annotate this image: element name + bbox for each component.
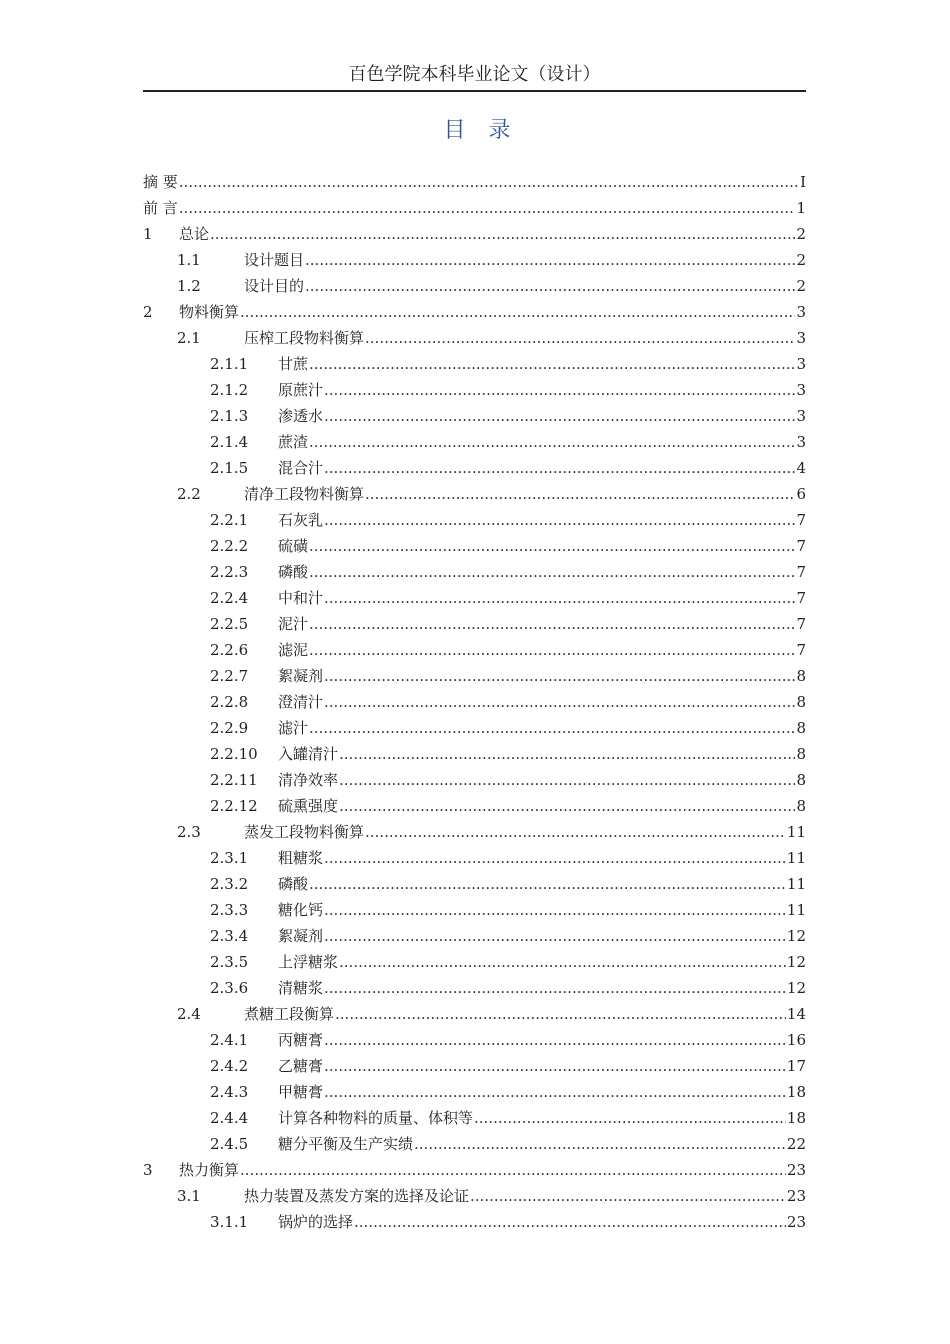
- toc-entry-label: 前 言: [143, 199, 178, 217]
- toc-entry[interactable]: [0, 741, 806, 767]
- toc-entry-page-number: 12: [786, 979, 806, 997]
- toc-entry-number: 3: [143, 1161, 153, 1179]
- toc-entry-number: 1.1: [177, 251, 201, 269]
- toc-entry[interactable]: [0, 507, 806, 533]
- dot-leader: [365, 325, 795, 351]
- toc-entry-page-number: 23: [786, 1161, 806, 1179]
- dot-leader: [240, 1157, 786, 1183]
- toc-entry-page-number: 6: [796, 485, 806, 503]
- toc-entry-number: 2.2.12: [210, 797, 258, 815]
- toc-entry-number: 2.2.6: [210, 641, 249, 659]
- toc-entry[interactable]: [0, 949, 806, 975]
- dot-leader: [324, 1079, 786, 1105]
- dot-leader: [339, 949, 786, 975]
- table-of-contents: [0, 169, 950, 1235]
- toc-entry-page-number: 14: [786, 1005, 806, 1023]
- toc-entry-number: 2.4.4: [210, 1109, 249, 1127]
- toc-entry-label: 澄清汁: [278, 693, 324, 711]
- toc-entry-page-number: 8: [796, 693, 806, 711]
- toc-entry-label: 压榨工段物料衡算: [244, 329, 365, 347]
- toc-entry[interactable]: [0, 975, 806, 1001]
- dot-leader: [324, 897, 786, 923]
- toc-entry-label: 计算各种物料的质量、体积等: [278, 1109, 474, 1127]
- toc-entry[interactable]: [0, 689, 806, 715]
- toc-entry-number: 2.1: [177, 329, 201, 347]
- toc-entry-number: 2.2.2: [210, 537, 249, 555]
- dot-leader: [324, 455, 795, 481]
- toc-entry-page-number: 3: [796, 303, 806, 321]
- toc-entry-label: 糖化钙: [278, 901, 324, 919]
- toc-entry-page-number: 3: [796, 407, 806, 425]
- toc-entry-number: 2.3.4: [210, 927, 249, 945]
- toc-entry-label: 物料衡算: [179, 303, 240, 321]
- toc-entry[interactable]: [0, 715, 806, 741]
- dot-leader: [324, 923, 786, 949]
- toc-entry-label: 上浮糖浆: [278, 953, 339, 971]
- dot-leader: [240, 299, 795, 325]
- toc-entry-page-number: 3: [796, 355, 806, 373]
- toc-entry-label: 原蔗汁: [278, 381, 324, 399]
- toc-entry-page-number: 8: [796, 797, 806, 815]
- toc-entry-label: 糖分平衡及生产实绩: [278, 1135, 414, 1153]
- toc-entry-label: 滤汁: [278, 719, 309, 737]
- toc-entry-number: 2.2: [177, 485, 201, 503]
- toc-entry-label: 设计题目: [244, 251, 305, 269]
- dot-leader: [179, 195, 796, 221]
- toc-entry-number: 2.1.4: [210, 433, 249, 451]
- toc-entry-number: 2.3: [177, 823, 201, 841]
- toc-entry-label: 滤泥: [278, 641, 309, 659]
- toc-entry-page-number: 23: [786, 1213, 806, 1231]
- toc-entry-number: 1: [143, 225, 153, 243]
- toc-entry[interactable]: [0, 1027, 806, 1053]
- toc-entry-page-number: 8: [796, 719, 806, 737]
- toc-entry-label: 渗透水: [278, 407, 324, 425]
- toc-entry-label: 絮凝剂: [278, 667, 324, 685]
- toc-entry-number: 2.3.1: [210, 849, 249, 867]
- toc-entry-page-number: 18: [786, 1109, 806, 1127]
- toc-entry-label: 设计目的: [244, 277, 305, 295]
- toc-entry[interactable]: [0, 637, 806, 663]
- toc-entry[interactable]: [0, 195, 806, 221]
- toc-entry-label: 中和汁: [278, 589, 324, 607]
- toc-entry-label: 蒸发工段物料衡算: [244, 823, 365, 841]
- toc-entry-label: 总论: [179, 225, 210, 243]
- toc-entry-page-number: 11: [786, 875, 806, 893]
- toc-entry[interactable]: [0, 1001, 806, 1027]
- toc-entry-page-number: 23: [786, 1187, 806, 1205]
- toc-entry-page-number: 7: [796, 615, 806, 633]
- toc-entry[interactable]: [0, 325, 806, 351]
- toc-entry-number: 3.1.1: [210, 1213, 249, 1231]
- dot-leader: [309, 533, 795, 559]
- toc-entry-label: 石灰乳: [278, 511, 324, 529]
- toc-entry-page-number: 8: [796, 771, 806, 789]
- dot-leader: [339, 793, 795, 819]
- toc-entry-page-number: 8: [796, 667, 806, 685]
- dot-leader: [324, 689, 795, 715]
- toc-entry[interactable]: [0, 559, 806, 585]
- dot-leader: [474, 1105, 786, 1131]
- toc-entry-page-number: 7: [796, 641, 806, 659]
- dot-leader: [365, 481, 795, 507]
- toc-entry[interactable]: [0, 429, 806, 455]
- toc-entry-page-number: 2: [796, 277, 806, 295]
- dot-leader: [324, 663, 795, 689]
- toc-entry-label: 磷酸: [278, 875, 309, 893]
- dot-leader: [365, 819, 786, 845]
- toc-entry-page-number: 18: [786, 1083, 806, 1101]
- toc-entry[interactable]: [0, 1131, 806, 1157]
- toc-entry[interactable]: [0, 273, 806, 299]
- dot-leader: [324, 377, 795, 403]
- toc-entry-page-number: 11: [786, 823, 806, 841]
- dot-leader: [324, 585, 795, 611]
- toc-entry-page-number: 3: [796, 329, 806, 347]
- toc-entry-label: 煮糖工段衡算: [244, 1005, 335, 1023]
- toc-entry-label: 清净工段物料衡算: [244, 485, 365, 503]
- toc-entry-page-number: 2: [796, 225, 806, 243]
- dot-leader: [309, 559, 795, 585]
- toc-entry-number: 2.1.1: [210, 355, 249, 373]
- toc-entry-label: 清净效率: [278, 771, 339, 789]
- toc-entry-label: 清糖浆: [278, 979, 324, 997]
- toc-entry-number: 2.2.11: [210, 771, 258, 789]
- toc-entry-number: 2.3.3: [210, 901, 249, 919]
- toc-entry-label: 摘 要: [143, 173, 178, 191]
- toc-entry-label: 絮凝剂: [278, 927, 324, 945]
- toc-entry[interactable]: [0, 247, 806, 273]
- toc-entry-page-number: 22: [786, 1135, 806, 1153]
- toc-entry-page-number: 3: [796, 381, 806, 399]
- toc-entry[interactable]: [0, 169, 806, 195]
- toc-entry-page-number: 1: [796, 199, 806, 217]
- dot-leader: [470, 1183, 786, 1209]
- dot-leader: [309, 637, 795, 663]
- dot-leader: [324, 975, 786, 1001]
- toc-entry-label: 入罐清汁: [278, 745, 339, 763]
- toc-entry[interactable]: [0, 1157, 806, 1183]
- toc-entry-number: 2.1.2: [210, 381, 249, 399]
- toc-entry[interactable]: [0, 1079, 806, 1105]
- dot-leader: [324, 507, 795, 533]
- toc-entry-page-number: 2: [796, 251, 806, 269]
- dot-leader: [309, 351, 795, 377]
- dot-leader: [309, 871, 786, 897]
- toc-entry-page-number: 4: [796, 459, 806, 477]
- toc-entry-label: 热力装置及蒸发方案的选择及论证: [244, 1187, 470, 1205]
- toc-entry-label: 甲糖膏: [278, 1083, 324, 1101]
- toc-entry[interactable]: [0, 533, 806, 559]
- toc-entry[interactable]: [0, 1105, 806, 1131]
- dot-leader: [335, 1001, 786, 1027]
- dot-leader: [309, 611, 795, 637]
- toc-entry-page-number: 12: [786, 927, 806, 945]
- toc-entry-number: 2: [143, 303, 153, 321]
- toc-entry[interactable]: [0, 819, 806, 845]
- toc-entry[interactable]: [0, 611, 806, 637]
- dot-leader: [354, 1209, 786, 1235]
- toc-entry[interactable]: [0, 923, 806, 949]
- dot-leader: [339, 741, 795, 767]
- toc-entry[interactable]: [0, 299, 806, 325]
- toc-entry-number: 2.4.2: [210, 1057, 249, 1075]
- toc-entry-page-number: 12: [786, 953, 806, 971]
- toc-entry[interactable]: [0, 455, 806, 481]
- toc-entry-number: 2.2.8: [210, 693, 249, 711]
- toc-entry-number: 2.1.3: [210, 407, 249, 425]
- toc-entry[interactable]: [0, 1183, 806, 1209]
- toc-entry-page-number: 16: [786, 1031, 806, 1049]
- toc-entry-number: 2.3.6: [210, 979, 249, 997]
- dot-leader: [210, 221, 795, 247]
- toc-entry-number: 2.4.5: [210, 1135, 249, 1153]
- toc-entry-number: 2.2.4: [210, 589, 249, 607]
- toc-entry-page-number: 17: [786, 1057, 806, 1075]
- toc-entry-page-number: 11: [786, 901, 806, 919]
- dot-leader: [324, 403, 795, 429]
- toc-entry-label: 泥汁: [278, 615, 309, 633]
- toc-title: 目 录: [443, 118, 519, 143]
- toc-entry-number: 2.2.7: [210, 667, 249, 685]
- toc-entry-label: 硫磺: [278, 537, 309, 555]
- toc-entry[interactable]: [0, 897, 806, 923]
- toc-entry-number: 2.4: [177, 1005, 201, 1023]
- toc-entry-number: 2.2.5: [210, 615, 249, 633]
- toc-entry-number: 2.2.10: [210, 745, 258, 763]
- toc-entry-page-number: 8: [796, 745, 806, 763]
- toc-entry[interactable]: [0, 1209, 806, 1235]
- dot-leader: [305, 247, 795, 273]
- dot-leader: [324, 1053, 786, 1079]
- toc-entry-label: 蔗渣: [278, 433, 309, 451]
- toc-entry-number: 2.4.3: [210, 1083, 249, 1101]
- toc-entry[interactable]: [0, 793, 806, 819]
- toc-entry-number: 2.2.1: [210, 511, 249, 529]
- page-header: 百色学院本科毕业论文（设计）: [143, 64, 806, 92]
- toc-entry[interactable]: [0, 377, 806, 403]
- toc-entry-number: 3.1: [177, 1187, 201, 1205]
- toc-entry[interactable]: [0, 351, 806, 377]
- toc-entry-number: 2.3.5: [210, 953, 249, 971]
- toc-entry[interactable]: [0, 767, 806, 793]
- toc-entry-page-number: 3: [796, 433, 806, 451]
- toc-entry-page-number: 7: [796, 563, 806, 581]
- toc-entry-label: 磷酸: [278, 563, 309, 581]
- dot-leader: [309, 429, 795, 455]
- toc-entry-number: 2.2.3: [210, 563, 249, 581]
- toc-entry[interactable]: [0, 663, 806, 689]
- toc-entry-page-number: 7: [796, 589, 806, 607]
- toc-entry[interactable]: [0, 1053, 806, 1079]
- toc-entry[interactable]: [0, 585, 806, 611]
- toc-entry[interactable]: [0, 481, 806, 507]
- dot-leader: [339, 767, 795, 793]
- toc-entry-number: 2.3.2: [210, 875, 249, 893]
- toc-entry-page-number: 7: [796, 537, 806, 555]
- toc-entry-label: 甘蔗: [278, 355, 309, 373]
- toc-entry-page-number: 7: [796, 511, 806, 529]
- dot-leader: [309, 715, 795, 741]
- toc-entry-number: 2.2.9: [210, 719, 249, 737]
- toc-entry-page-number: I: [800, 173, 806, 191]
- dot-leader: [324, 845, 786, 871]
- toc-entry-label: 锅炉的选择: [278, 1213, 354, 1231]
- dot-leader: [179, 169, 799, 195]
- dot-leader: [324, 1027, 786, 1053]
- dot-leader: [414, 1131, 786, 1157]
- toc-entry[interactable]: [0, 845, 806, 871]
- toc-entry[interactable]: [0, 871, 806, 897]
- toc-entry-number: 2.1.5: [210, 459, 249, 477]
- toc-entry-label: 乙糖膏: [278, 1057, 324, 1075]
- toc-entry-label: 热力衡算: [179, 1161, 240, 1179]
- toc-entry-page-number: 11: [786, 849, 806, 867]
- toc-entry-label: 粗糖浆: [278, 849, 324, 867]
- toc-entry-label: 混合汁: [278, 459, 324, 477]
- toc-entry-label: 硫熏强度: [278, 797, 339, 815]
- toc-entry-number: 1.2: [177, 277, 201, 295]
- toc-entry-label: 丙糖膏: [278, 1031, 324, 1049]
- toc-entry[interactable]: [0, 221, 806, 247]
- toc-entry[interactable]: [0, 403, 806, 429]
- toc-entry-number: 2.4.1: [210, 1031, 249, 1049]
- dot-leader: [305, 273, 795, 299]
